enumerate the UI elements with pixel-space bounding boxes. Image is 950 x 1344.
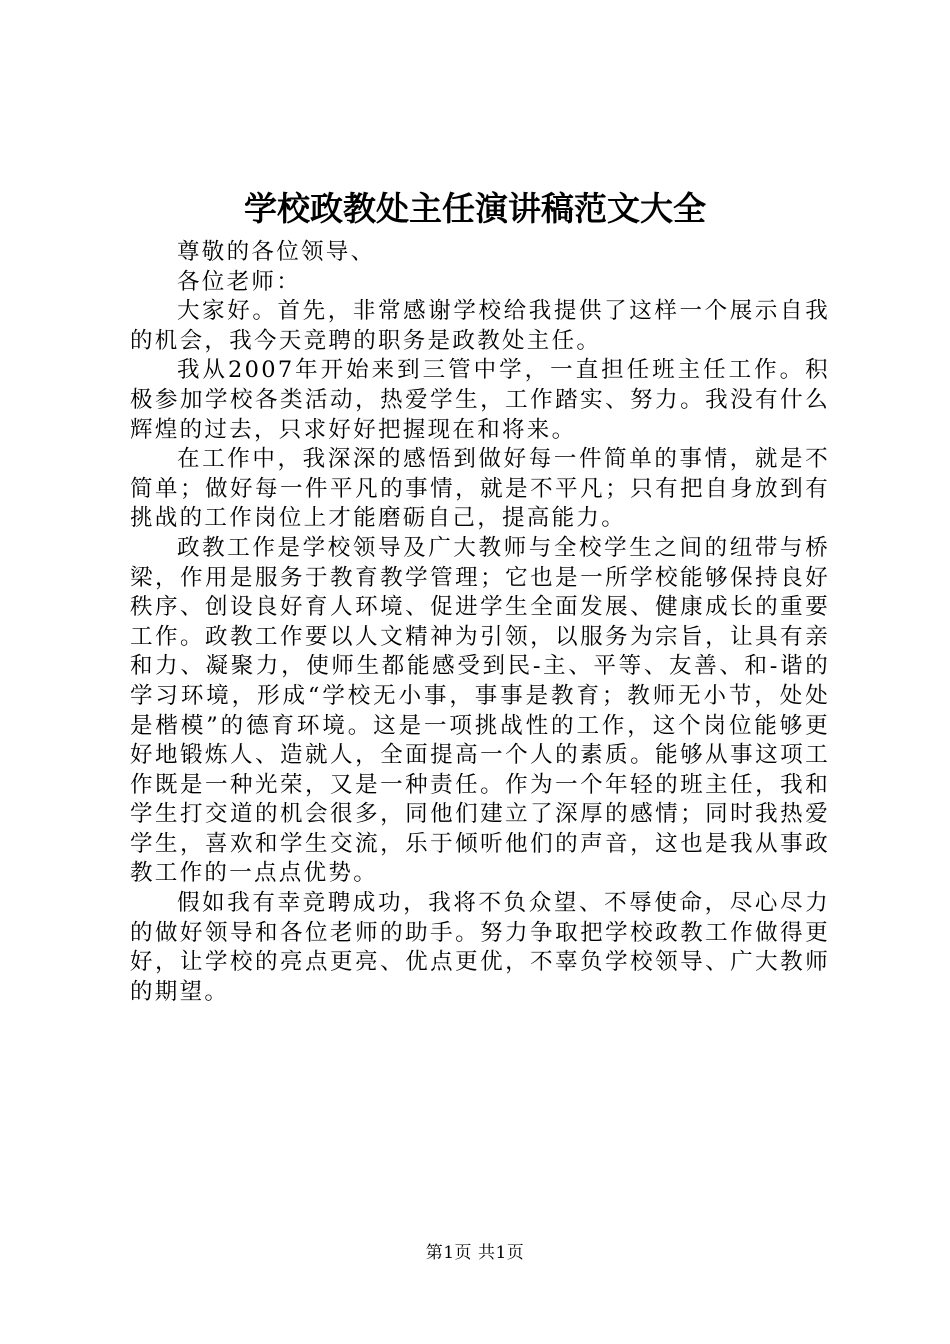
salutation-leaders: 尊敬的各位领导、: [177, 239, 376, 265]
paragraph-closing: 假如我有幸竞聘成功，我将不负众望、不辱使命，尽心尽力的做好领导和各位老师的助手。努力争取把学校政教工作做得更好，让学校的亮点更亮、优点更优，不辜负学校领导、广大教师的期望。: [130, 890, 830, 1005]
paragraph-background: 我从2007年开始来到三管中学，一直担任班主任工作。积极参加学校各类活动，热爱学生，工作踏实、努力。我没有什么辉煌的过去，只求好好把握现在和将来。: [130, 357, 830, 443]
page-number-footer: 第1页 共1页: [425, 1243, 525, 1263]
paragraph-reflection: 在工作中，我深深的感悟到做好每一件简单的事情，就是不简单；做好每一件平凡的事情，就是不平凡；只有把自身放到有挑战的工作岗位上才能磨砺自己，提高能力。: [130, 446, 830, 532]
document-body: [130, 238, 830, 1007]
salutation-teachers: 各位老师：: [177, 268, 302, 295]
paragraph-role-description: 政教工作是学校领导及广大教师与全校学生之间的纽带与桥梁，作用是服务于教育教学管理；它也是一所学校能够保持良好秩序、创设良好育人环境、促进学生全面发展、健康成长的重要工作。政教工作要以人文精神为引领，以服务为宗旨，让具有亲和力、凝聚力，使师生都能感受到民-主、平等、友善、和-谐的学习环境，形成“学校无小事，事事是教育；教师无小节，处处是楷模”的德育环境。这是一项挑战性的工作，这个岗位能够更好地锻炼人、造就人，全面提高一个人的素质。能够从事这项工作既是一种光荣，又是一种责任。作为一个年轻的班主任，我和学生打交道的机会很多，同他们建立了深厚的感情；同时我热爱学生，喜欢和学生交流，乐于倾听他们的声音，这也是我从事政教工作的一点点优势。: [130, 534, 830, 887]
document-title: 学校政教处主任演讲稿范文大全: [244, 189, 706, 228]
paragraph-greeting: 大家好。首先，非常感谢学校给我提供了这样一个展示自我的机会，我今天竞聘的职务是政教处主任。: [130, 298, 830, 354]
